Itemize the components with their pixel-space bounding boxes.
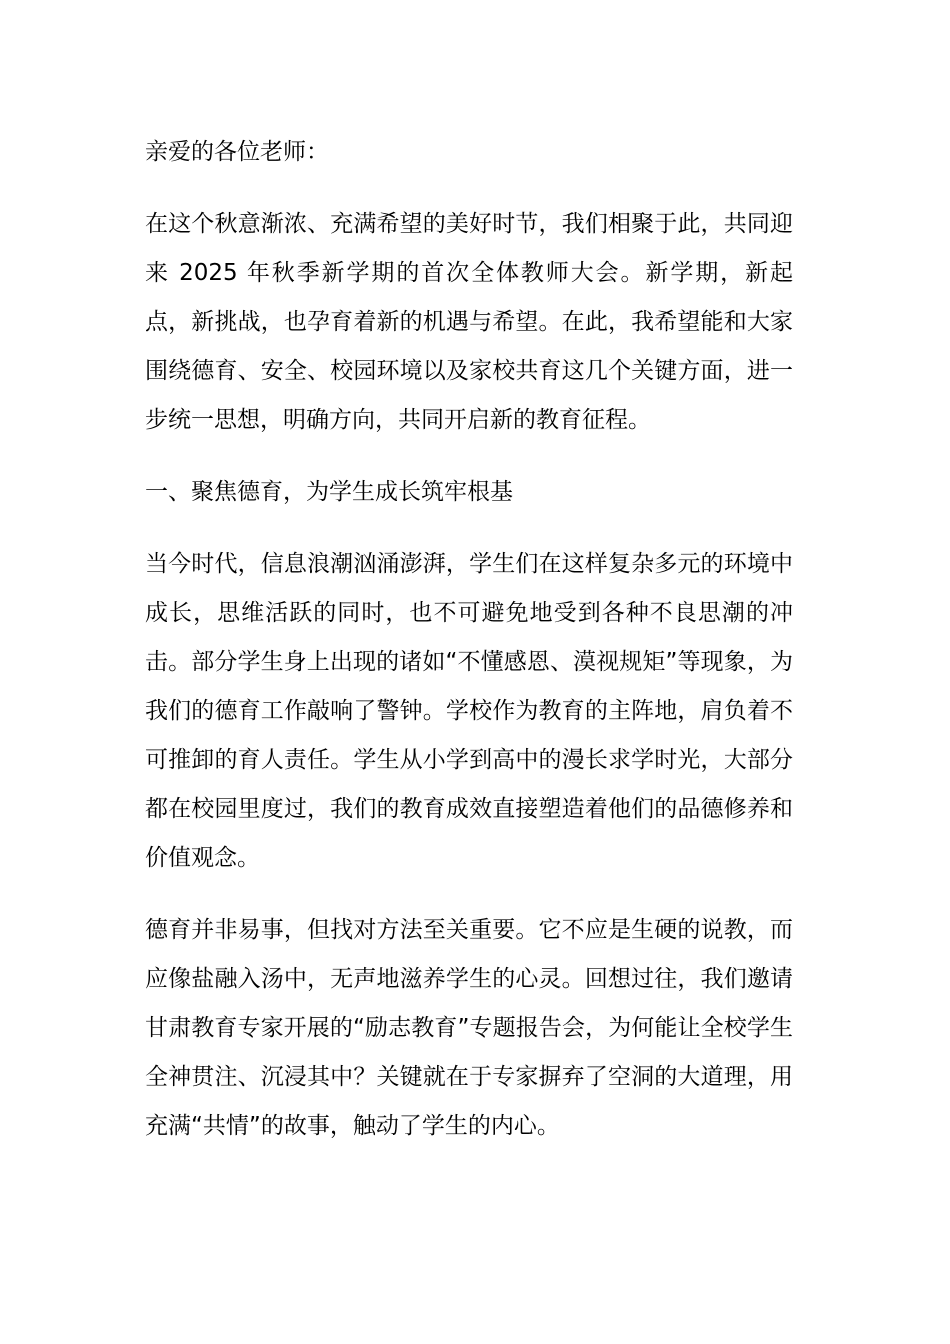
intro-paragraph: 在这个秋意渐浓、充满希望的美好时节，我们相聚于此，共同迎来 2025 年秋季新学期的首次全体教师大会。新学期，新起点，新挑战，也孕育着新的机遇与希望。在此，我希望能和大家围绕德育、安全、校园环境以及家校共育这几个关键方面，进一步统一思想，明确方向，共同开启新的教育征程。 bbox=[145, 211, 793, 433]
body-paragraph-1: 当今时代，信息浪潮汹涌澎湃，学生们在这样复杂多元的环境中成长，思维活跃的同时，也不可避免地受到各种不良思潮的冲击。部分学生身上出现的诸如“不懂感恩、漠视规矩”等现象，为我们的德育工作敲响了警钟。学校作为教育的主阵地，肩负着不可推卸的育人责任。学生从小学到高中的漫长求学时光，大部分都在校园里度过，我们的教育成效直接塑造着他们的品德修养和价值观念。 bbox=[145, 551, 793, 871]
greeting-line: 亲爱的各位老师： bbox=[145, 139, 329, 165]
body-paragraph-2: 德育并非易事，但找对方法至关重要。它不应是生硬的说教，而应像盐融入汤中，无声地滋养学生的心灵。回想过往，我们邀请甘肃教育专家开展的“励志教育”专题报告会，为何能让全校学生全神贯注、沉浸其中？关键就在于专家摒弃了空洞的大道理，用充满“共情”的故事，触动了学生的内心。 bbox=[145, 917, 793, 1139]
document-body bbox=[145, 128, 793, 1174]
section-heading: 一、聚焦德育，为学生成长筑牢根基 bbox=[145, 479, 513, 505]
